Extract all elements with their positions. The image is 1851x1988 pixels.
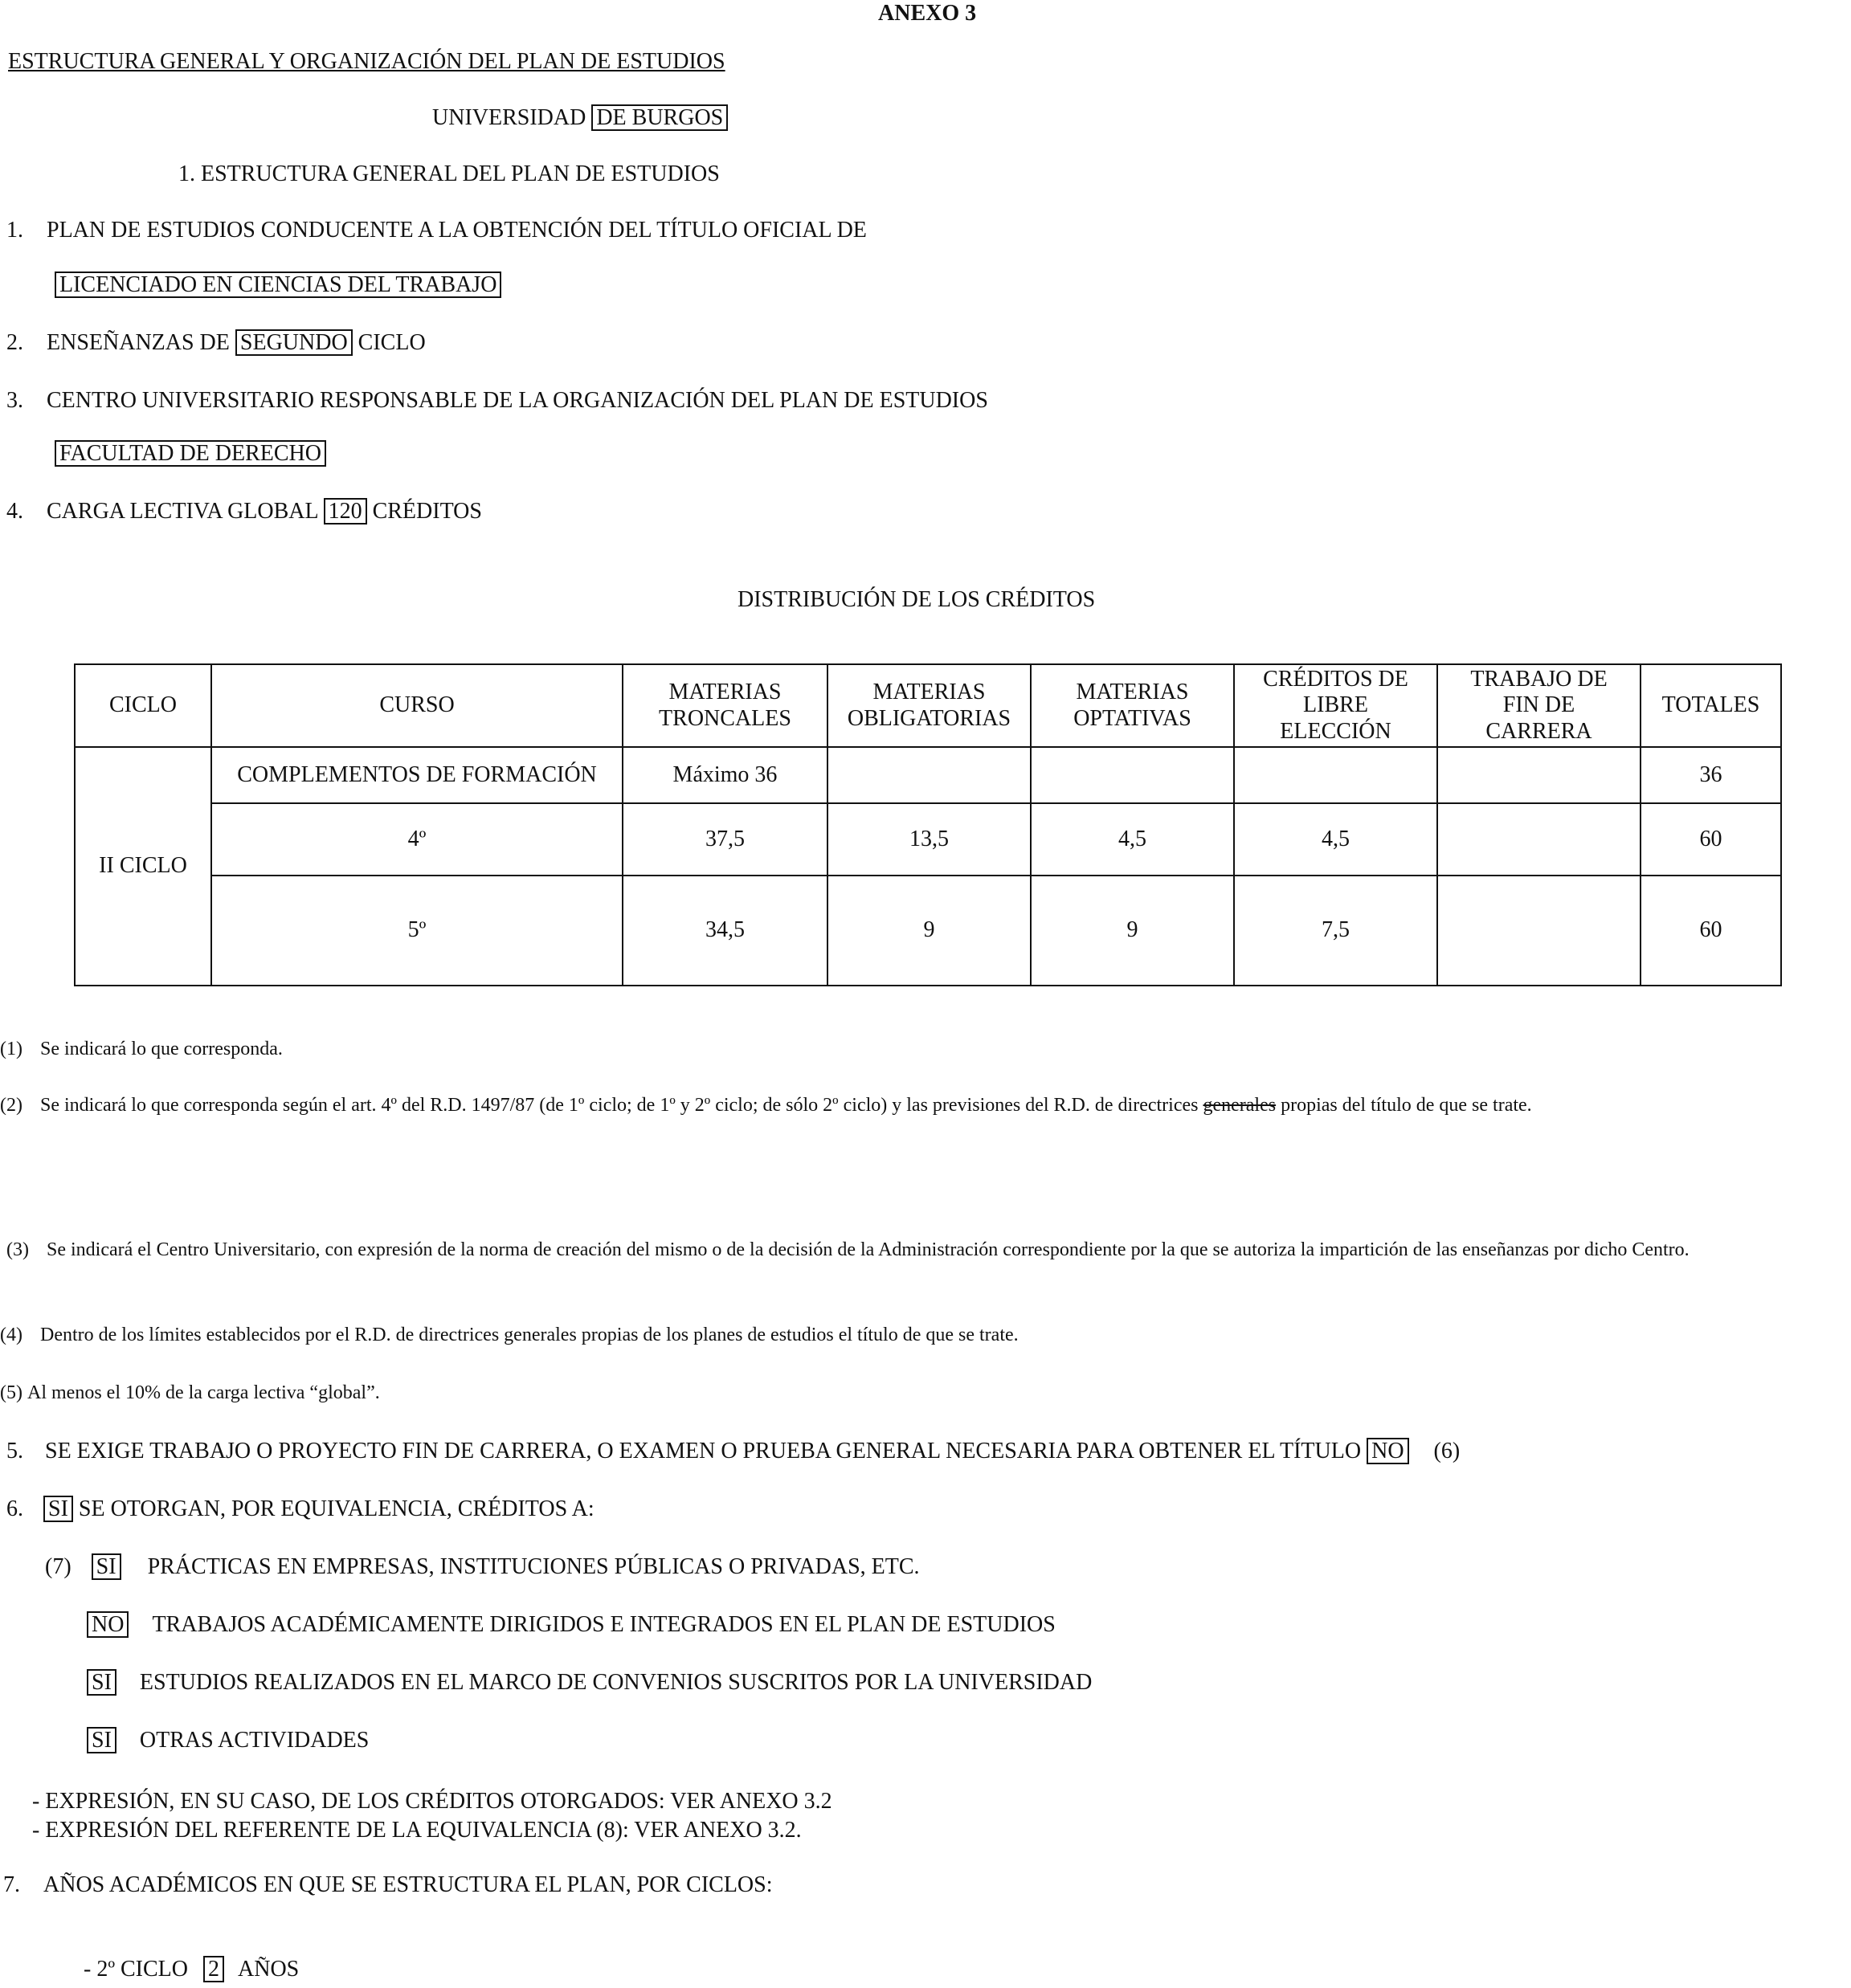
option-box: SI [87, 1669, 116, 1696]
obligatorias-cell [827, 747, 1031, 803]
footnote-5: (5) Al menos el 10% de la carga lectiva “global”. [0, 1382, 380, 1403]
university-prefix: UNIVERSIDAD [432, 105, 586, 130]
university-name-box: DE BURGOS [591, 104, 728, 131]
option-box: NO [87, 1611, 129, 1638]
years-box: 2 [203, 1956, 224, 1982]
cycle-label: - 2º CICLO [84, 1957, 189, 1982]
credits-distribution-table [74, 663, 1782, 986]
cycle-box: SEGUNDO [235, 329, 353, 356]
header-obligatorias: MATERIAS OBLIGATORIAS [827, 664, 1031, 747]
option-text: PRÁCTICAS EN EMPRESAS, INSTITUCIONES PÚBLICAS O PRIVADAS, ETC. [147, 1554, 920, 1579]
credits-expression-line: - EXPRESIÓN, EN SU CASO, DE LOS CRÉDITOS OTORGADOS: VER ANEXO 3.2 [32, 1789, 832, 1814]
header-totales: TOTALES [1641, 664, 1781, 747]
item-2-number: 2. [6, 330, 23, 355]
table-header-row [75, 664, 1781, 747]
equivalence-option-4 [87, 1727, 369, 1754]
totales-cell: 36 [1641, 747, 1781, 803]
obligatorias-cell: 13,5 [827, 803, 1031, 876]
item-5-number: 5. [6, 1439, 23, 1463]
trabajo-cell [1437, 876, 1641, 986]
curso-cell: COMPLEMENTOS DE FORMACIÓN [211, 747, 623, 803]
header-trabajo-fin-carrera: TRABAJO DE FIN DE CARRERA [1437, 664, 1641, 747]
item-2-suffix: CICLO [358, 330, 426, 355]
option-text: OTRAS ACTIVIDADES [139, 1728, 370, 1753]
faculty-box: FACULTAD DE DERECHO [55, 440, 326, 467]
item-2-prefix: ENSEÑANZAS DE [47, 330, 230, 355]
header-troncales: MATERIAS TRONCALES [623, 664, 827, 747]
item-1-number: 1. [6, 218, 23, 243]
item-3-number: 3. [6, 388, 23, 413]
item-4-suffix: CRÉDITOS [372, 499, 482, 524]
troncales-cell: 37,5 [623, 803, 827, 876]
annex-title: ANEXO 3 [878, 1, 977, 26]
optativas-cell: 9 [1031, 876, 1234, 986]
cycle-years-line [84, 1956, 299, 1983]
part1-title: 1. ESTRUCTURA GENERAL DEL PLAN DE ESTUDIOS [178, 161, 720, 186]
section-title: ESTRUCTURA GENERAL Y ORGANIZACIÓN DEL PLAN DE ESTUDIOS [8, 49, 725, 74]
header-ciclo: CICLO [75, 664, 211, 747]
equivalence-box: SI [43, 1496, 73, 1522]
degree-title-box: LICENCIADO EN CIENCIAS DEL TRABAJO [55, 271, 501, 298]
item-6-line [43, 1496, 595, 1523]
equivalence-option-1 [45, 1553, 920, 1581]
equivalence-option-3 [87, 1669, 1092, 1696]
totales-cell: 60 [1641, 876, 1781, 986]
troncales-cell: 34,5 [623, 876, 827, 986]
item-5-line [45, 1438, 1460, 1465]
footnote-4: (4) Dentro de los límites establecidos por el R.D. de directrices generales propias de los planes de estudios el título de que se trate. [0, 1325, 1019, 1345]
item-6-number: 6. [6, 1496, 23, 1521]
option-box: SI [92, 1553, 121, 1580]
trabajo-cell [1437, 803, 1641, 876]
option-text: ESTUDIOS REALIZADOS EN EL MARCO DE CONVENIOS SUSCRITOS POR LA UNIVERSIDAD [139, 1670, 1093, 1695]
header-libre-eleccion: CRÉDITOS DE LIBRE ELECCIÓN [1234, 664, 1437, 747]
struck-word: generales [1203, 1095, 1277, 1116]
ref-7: (7) [45, 1554, 72, 1579]
item-5-ref: (6) [1433, 1439, 1461, 1463]
footnote-3: (3) Se indicará el Centro Universitario, con expresión de la norma de creación del mismo o de la decisión de la Administración correspondiente por la que se autoriza la impartición de las enseñanzas por dicho Centro. [6, 1239, 1690, 1260]
table-row [75, 747, 1781, 803]
item-4-prefix: CARGA LECTIVA GLOBAL [47, 499, 318, 524]
item-2-line [47, 329, 426, 357]
item-3-text: CENTRO UNIVERSITARIO RESPONSABLE DE LA ORGANIZACIÓN DEL PLAN DE ESTUDIOS [47, 388, 988, 413]
footnote-1: (1) Se indicará lo que corresponda. [0, 1039, 283, 1059]
curso-cell: 4º [211, 803, 623, 876]
option-text: TRABAJOS ACADÉMICAMENTE DIRIGIDOS E INTEGRADOS EN EL PLAN DE ESTUDIOS [152, 1612, 1056, 1637]
optativas-cell: 4,5 [1031, 803, 1234, 876]
option-box: SI [87, 1727, 116, 1753]
item-1-text: PLAN DE ESTUDIOS CONDUCENTE A LA OBTENCIÓN DEL TÍTULO OFICIAL DE [47, 218, 867, 243]
equivalence-reference-line: - EXPRESIÓN DEL REFERENTE DE LA EQUIVALENCIA (8): VER ANEXO 3.2. [32, 1818, 802, 1843]
item-4-line [47, 498, 482, 525]
footnote-2: (2) Se indicará lo que corresponda según el art. 4º del R.D. 1497/87 (de 1º ciclo; de 1º y 2º ciclo; de sólo 2º ciclo) y las previsiones del R.D. de directrices generales propias del título de que se trate. [0, 1095, 1532, 1116]
curso-cell: 5º [211, 876, 623, 986]
item-5-text: SE EXIGE TRABAJO O PROYECTO FIN DE CARRERA, O EXAMEN O PRUEBA GENERAL NECESARIA PARA OBTENER EL TÍTULO [45, 1439, 1362, 1463]
item-6-text: SE OTORGAN, POR EQUIVALENCIA, CRÉDITOS A: [78, 1496, 595, 1521]
ciclo-cell: II CICLO [75, 747, 211, 986]
header-curso: CURSO [211, 664, 623, 747]
libre-cell: 7,5 [1234, 876, 1437, 986]
troncales-cell: Máximo 36 [623, 747, 827, 803]
trabajo-cell [1437, 747, 1641, 803]
years-unit: AÑOS [238, 1957, 300, 1982]
totales-cell: 60 [1641, 803, 1781, 876]
optativas-cell [1031, 747, 1234, 803]
distribution-title: DISTRIBUCIÓN DE LOS CRÉDITOS [738, 587, 1096, 612]
obligatorias-cell: 9 [827, 876, 1031, 986]
university-line [432, 104, 728, 132]
final-project-box: NO [1367, 1438, 1408, 1464]
libre-cell [1234, 747, 1437, 803]
libre-cell: 4,5 [1234, 803, 1437, 876]
table-row [75, 876, 1781, 986]
header-optativas: MATERIAS OPTATIVAS [1031, 664, 1234, 747]
item-4-number: 4. [6, 499, 23, 524]
equivalence-option-2 [87, 1611, 1056, 1639]
item-7-number: 7. [3, 1872, 20, 1897]
item-7-text: AÑOS ACADÉMICOS EN QUE SE ESTRUCTURA EL PLAN, POR CICLOS: [43, 1872, 773, 1897]
credits-box: 120 [324, 498, 367, 525]
table-row [75, 803, 1781, 876]
